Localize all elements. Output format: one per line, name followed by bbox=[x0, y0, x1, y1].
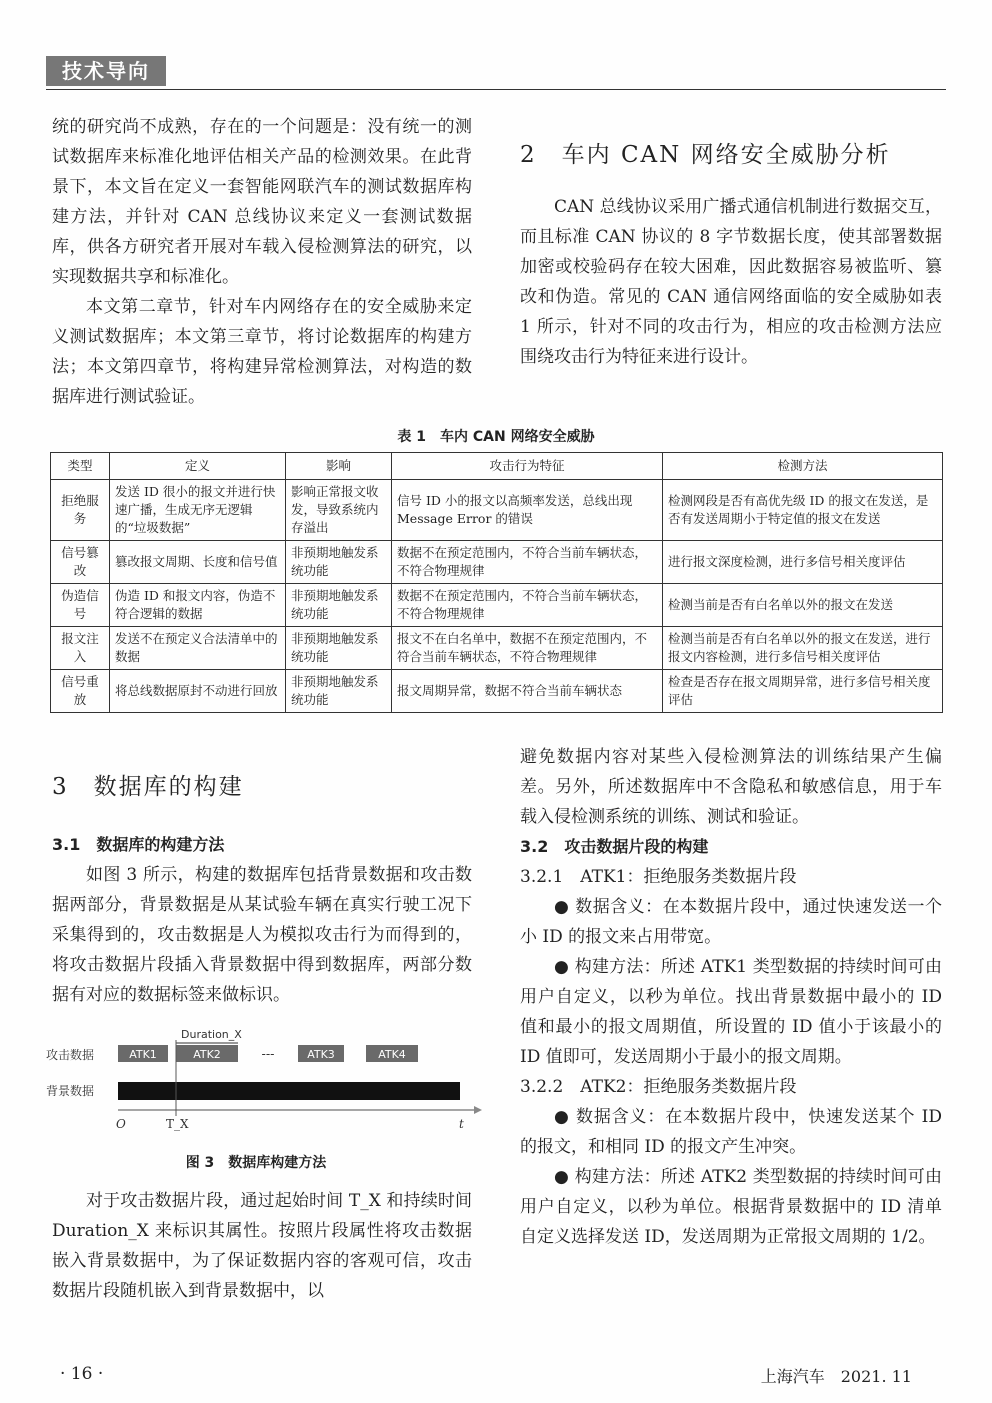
bullet-paragraph: ● 数据含义：在本数据片段中，通过快速发送一个小 ID 的报文来占用带宽。 bbox=[520, 897, 942, 947]
paragraph: 统的研究尚不成熟，存在的一个问题是：没有统一的测试数据库来标准化地评估相关产品的检测效果。在此背景下，本文旨在定义一套智能网联汽车的测试数据库构建方法，并针对 CAN 总线协议来定义一套测试数据库，供各方研究者开展对车载入侵检测算法的研究，以实现数据共享和标准化。 bbox=[52, 117, 472, 287]
subsection-3-2-1-title: 3.2.1 ATK1：拒绝服务类数据片段 bbox=[520, 867, 797, 887]
cell: 数据不在预定范围内，不符合当前车辆状态，不符合物理规律 bbox=[392, 541, 663, 584]
cell: 拒绝服务 bbox=[51, 480, 110, 541]
cell: 非预期地触发系统功能 bbox=[286, 627, 392, 670]
bullet-paragraph: ● 构建方法：所述 ATK1 类型数据的持续时间可由用户自定义，以秒为单位。找出背景数据中最小的 ID 值和最小的报文周期值，所设置的 ID 值小于该最小的 ID 值即可，发送周期小于最小的报文周期。 bbox=[520, 957, 942, 1067]
cell: 信号 ID 小的报文以高频率发送，总线出现 Message Error 的错误 bbox=[392, 480, 663, 541]
left-column-top bbox=[52, 112, 472, 412]
ellipsis-label: --- bbox=[261, 1047, 275, 1061]
t-axis-label: t bbox=[459, 1117, 464, 1131]
left-column-bottom-2 bbox=[52, 1186, 472, 1306]
subsection-3-1-title: 3.1 数据库的构建方法 bbox=[52, 835, 225, 854]
cell: 非预期地触发系统功能 bbox=[286, 541, 392, 584]
section-3-title: 3 数据库的构建 bbox=[52, 774, 244, 800]
section-2-title: 2 车内 CAN 网络安全威胁分析 bbox=[520, 142, 891, 168]
figure-3 bbox=[46, 1028, 486, 1150]
header-cell: 类型 bbox=[51, 453, 110, 480]
paragraph: 对于攻击数据片段，通过起始时间 T_X 和持续时间 Duration_X 来标识其属性。按照片段属性将攻击数据嵌入背景数据中，为了保证数据内容的客观可信，攻击数据片段随机嵌入到背景数据中，以 bbox=[52, 1191, 472, 1301]
cell: 报文周期异常，数据不符合当前车辆状态 bbox=[392, 670, 663, 713]
cell: 检测当前是否有白名单以外的报文在发送，进行报文内容检测，进行多信号相关度评估 bbox=[663, 627, 943, 670]
cell: 影响正常报文收发，导致系统内存溢出 bbox=[286, 480, 392, 541]
header-cell: 影响 bbox=[286, 453, 392, 480]
cell: 数据不在预定范围内，不符合当前车辆状态，不符合物理规律 bbox=[392, 584, 663, 627]
header-cell: 检测方法 bbox=[663, 453, 943, 480]
bullet-paragraph: ● 数据含义：在本数据片段中，快速发送某个 ID 的报文，和相同 ID 的报文产生冲突。 bbox=[520, 1107, 942, 1157]
subsection-3-2-title: 3.2 攻击数据片段的构建 bbox=[520, 837, 709, 856]
cell: 伪造 ID 和报文内容，伪造不符合逻辑的数据 bbox=[110, 584, 286, 627]
cell: 发送不在预定义合法清单中的数据 bbox=[110, 627, 286, 670]
header-cell: 定义 bbox=[110, 453, 286, 480]
threat-table bbox=[50, 452, 943, 713]
cell: 检测网段是否有高优先级 ID 的报文在发送，是否有发送周期小于特定值的报文在发送 bbox=[663, 480, 943, 541]
table-row bbox=[51, 541, 943, 584]
atk3-label: ATK3 bbox=[307, 1048, 335, 1061]
database-construction-diagram bbox=[46, 1028, 486, 1150]
atk4-label: ATK4 bbox=[378, 1048, 406, 1061]
cell: 伪造信号 bbox=[51, 584, 110, 627]
cell: 信号篡改 bbox=[51, 541, 110, 584]
table-row bbox=[51, 480, 943, 541]
cell: 发送 ID 很小的报文并进行快速广播，生成无序无逻辑的“垃圾数据” bbox=[110, 480, 286, 541]
journal-info: 上海汽车 2021. 11 bbox=[760, 1367, 912, 1386]
atk1-label: ATK1 bbox=[129, 1048, 157, 1061]
right-column-bottom bbox=[520, 742, 942, 1252]
cell: 检查是否存在报文周期异常，进行多信号相关度评估 bbox=[663, 670, 943, 713]
paragraph: 本文第二章节，针对车内网络存在的安全威胁来定义测试数据库；本文第三章节，将讨论数据库的构建方法；本文第四章节，将构建异常检测算法，对构造的数据库进行测试验证。 bbox=[52, 297, 472, 407]
paragraph: 如图 3 所示，构建的数据库包括背景数据和攻击数据两部分，背景数据是从某试验车辆在真实行驶工况下采集得到的，攻击数据是人为模拟攻击行为而得到的，将攻击数据片段插入背景数据中得到数据库，两部分数据有对应的数据标签来做标识。 bbox=[52, 865, 472, 1005]
header-cell: 攻击行为特征 bbox=[392, 453, 663, 480]
cell: 检测当前是否有白名单以外的报文在发送 bbox=[663, 584, 943, 627]
time-axis-arrow bbox=[474, 1106, 482, 1114]
cell: 报文注入 bbox=[51, 627, 110, 670]
duration-label: Duration_X bbox=[181, 1028, 242, 1041]
table-row bbox=[51, 584, 943, 627]
atk2-label: ATK2 bbox=[193, 1048, 221, 1061]
background-data-label: 背景数据 bbox=[46, 1084, 95, 1098]
cell: 非预期地触发系统功能 bbox=[286, 584, 392, 627]
table-row bbox=[51, 670, 943, 713]
left-column-bottom bbox=[52, 772, 472, 1010]
section-tag: 技术导向 bbox=[46, 56, 166, 86]
table-header-row bbox=[51, 453, 943, 480]
attack-data-label: 攻击数据 bbox=[46, 1048, 95, 1062]
table-row bbox=[51, 627, 943, 670]
paragraph: 避免数据内容对某些入侵检测算法的训练结果产生偏差。另外，所述数据库中不含隐私和敏感信息，用于车载入侵检测系统的训练、测试和验证。 bbox=[520, 747, 942, 827]
cell: 报文不在白名单中，数据不在预定范围内，不符合当前车辆状态，不符合物理规律 bbox=[392, 627, 663, 670]
header-rule bbox=[46, 89, 946, 90]
cell: 信号重放 bbox=[51, 670, 110, 713]
origin-label: O bbox=[116, 1117, 126, 1131]
background-data-bar bbox=[118, 1082, 460, 1100]
cell: 非预期地触发系统功能 bbox=[286, 670, 392, 713]
right-column-top bbox=[520, 140, 942, 372]
figure-caption: 图 3 数据库构建方法 bbox=[185, 1155, 327, 1171]
page-number: · 16 · bbox=[60, 1364, 104, 1384]
table-caption: 表 1 车内 CAN 网络安全威胁 bbox=[397, 429, 595, 445]
cell: 进行报文深度检测，进行多信号相关度评估 bbox=[663, 541, 943, 584]
tx-label: T_X bbox=[166, 1117, 189, 1131]
subsection-3-2-2-title: 3.2.2 ATK2：拒绝服务类数据片段 bbox=[520, 1077, 797, 1097]
cell: 篡改报文周期、长度和信号值 bbox=[110, 541, 286, 584]
paragraph: CAN 总线协议采用广播式通信机制进行数据交互，而且标准 CAN 协议的 8 字节数据长度，使其部署数据加密或校验码存在较大困难，因此数据容易被监听、篡改和伪造。常见的 CAN 通信网络面临的安全威胁如表 1 所示，针对不同的攻击行为，相应的攻击检测方法应围绕攻击行为特征来进行设计。 bbox=[520, 197, 942, 367]
bullet-paragraph: ● 构建方法：所述 ATK2 类型数据的持续时间可由用户自定义，以秒为单位。根据背景数据中的 ID 清单自定义选择发送 ID，发送周期为正常报文周期的 1/2。 bbox=[520, 1167, 942, 1247]
cell: 将总线数据原封不动进行回放 bbox=[110, 670, 286, 713]
